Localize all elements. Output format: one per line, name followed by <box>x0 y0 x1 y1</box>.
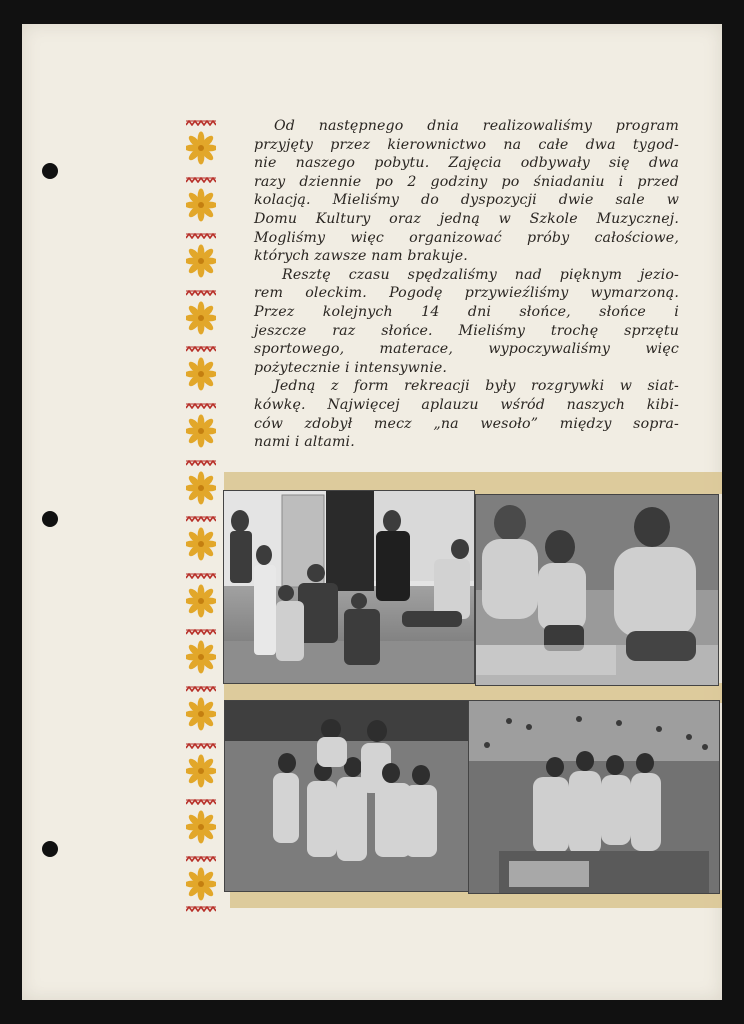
text-line: nie naszego pobytu. Zajęcia odbywały się dwa <box>254 155 679 172</box>
text-line: Od następnego dnia realizowaliśmy program <box>274 118 679 134</box>
handwritten-text <box>254 117 679 452</box>
photo-icon <box>224 491 474 683</box>
text-line: Domu Kultury oraz jedną w Szkole Muzycznej. <box>254 210 679 227</box>
text-line: ców zdobył mecz „na wesoło” między sopra- <box>254 415 679 432</box>
text-line: razy dziennie po 2 godziny po śniadaniu i przed <box>254 173 679 190</box>
flower-ornament-icon <box>184 686 218 742</box>
album-page <box>22 24 722 1000</box>
text-line: pożytecznie i intensywnie. <box>254 359 448 376</box>
flower-ornament-icon <box>184 120 218 176</box>
flower-ornament-icon <box>184 290 218 346</box>
text-line: kolacją. Mieliśmy do dyspozycji dwie sale w <box>254 192 679 209</box>
photo-men-and-boy-lakeside <box>475 494 719 686</box>
flower-ornament-icon <box>184 856 218 912</box>
text-line: rem oleckim. Pogodę przywieźliśmy wymarzoną. <box>254 285 679 302</box>
photo-icon <box>476 495 718 685</box>
photo-group-sitting-on-grass <box>224 700 470 892</box>
text-line: sportowego, materace, wypoczywaliśmy więc <box>254 341 679 358</box>
photo-group-building-entrance <box>223 490 475 684</box>
text-line: jeszcze raz słońce. Mieliśmy trochę sprzętu <box>254 322 679 339</box>
text-line: kówkę. Najwięcej aplauzu wśród naszych kibi- <box>254 396 679 413</box>
text-line: których zawsze nam brakuje. <box>254 248 468 265</box>
photo-icon <box>225 701 469 891</box>
flower-ornament-icon <box>184 743 218 799</box>
flower-ornament-icon <box>184 177 218 233</box>
photo-icon <box>469 701 719 893</box>
text-line: Jedną z form rekreacji były rozgrywki w siat- <box>274 378 679 395</box>
flower-ornament-icon <box>184 516 218 572</box>
folk-ornament-border <box>184 120 218 906</box>
text-line: Resztę czasu spędzaliśmy nad pięknym jezio- <box>282 266 679 283</box>
flower-ornament-icon <box>184 460 218 516</box>
flower-ornament-icon <box>184 573 218 629</box>
flower-ornament-icon <box>184 629 218 685</box>
text-line: nami i altami. <box>254 434 355 451</box>
flower-ornament-icon <box>184 799 218 855</box>
punch-hole-bottom <box>42 841 58 857</box>
flower-ornament-icon <box>184 346 218 402</box>
punch-hole-top <box>42 163 58 179</box>
text-line: Przez kolejnych 14 dni słońce, słońce i <box>254 303 679 320</box>
flower-ornament-icon <box>184 233 218 289</box>
text-line: przyjęty przez kierownictwo na całe dwa tygod- <box>254 136 679 153</box>
photo-women-on-lakeshore <box>468 700 720 894</box>
text-line: Mogliśmy więc organizować próby całościowe, <box>254 229 679 246</box>
punch-hole-middle <box>42 511 58 527</box>
flower-ornament-icon <box>184 403 218 459</box>
